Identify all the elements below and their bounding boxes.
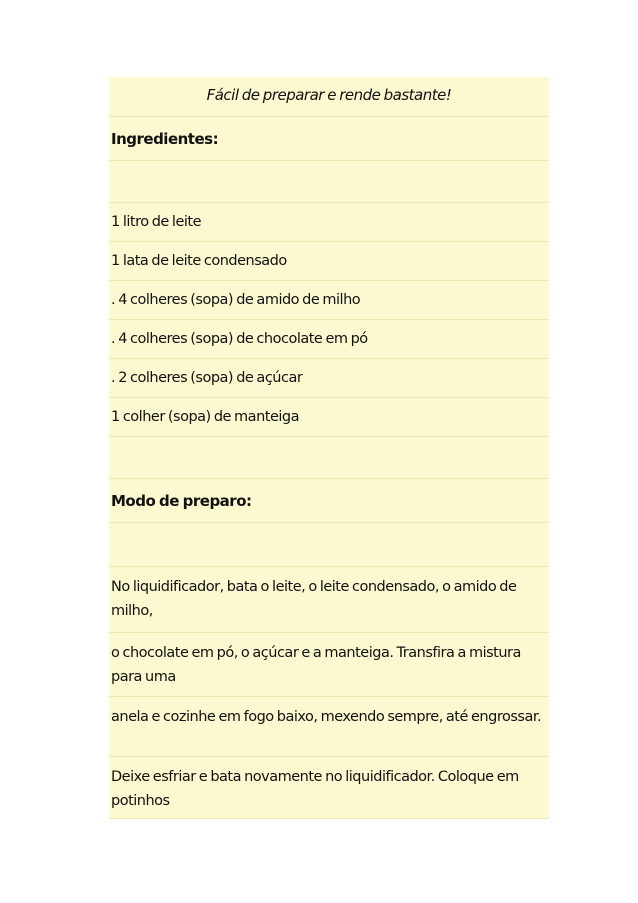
ingredients-heading-row [109, 117, 549, 161]
recipe-table [109, 77, 549, 819]
method-heading-row [109, 479, 549, 523]
empty-row [109, 523, 549, 567]
ingredient-item: . 4 colheres (sopa) de amido de milho [109, 281, 549, 320]
ingredient-item: 1 lata de leite condensado [109, 242, 549, 281]
method-step: anela e cozinhe em fogo baixo, mexendo sempre, até engrossar. [109, 697, 549, 757]
method-step: Deixe esfriar e bata novamente no liquidificador. Coloque em potinhos [109, 757, 549, 819]
empty-row [109, 437, 549, 479]
empty-row [109, 161, 549, 203]
method-step: o chocolate em pó, o açúcar e a manteiga. Transfira a mistura para uma [109, 633, 549, 697]
ingredient-item: 1 colher (sopa) de manteiga [109, 398, 549, 437]
ingredient-item: . 2 colheres (sopa) de açúcar [109, 359, 549, 398]
recipe-tagline: Fácil de preparar e rende bastante! [206, 86, 452, 104]
ingredient-item: 1 litro de leite [109, 203, 549, 242]
ingredient-item: . 4 colheres (sopa) de chocolate em pó [109, 320, 549, 359]
ingredients-heading: Ingredientes: [111, 130, 219, 148]
method-heading: Modo de preparo: [111, 492, 252, 510]
method-step: No liquidificador, bata o leite, o leite condensado, o amido de milho, [109, 567, 549, 633]
tagline-row [109, 77, 549, 117]
